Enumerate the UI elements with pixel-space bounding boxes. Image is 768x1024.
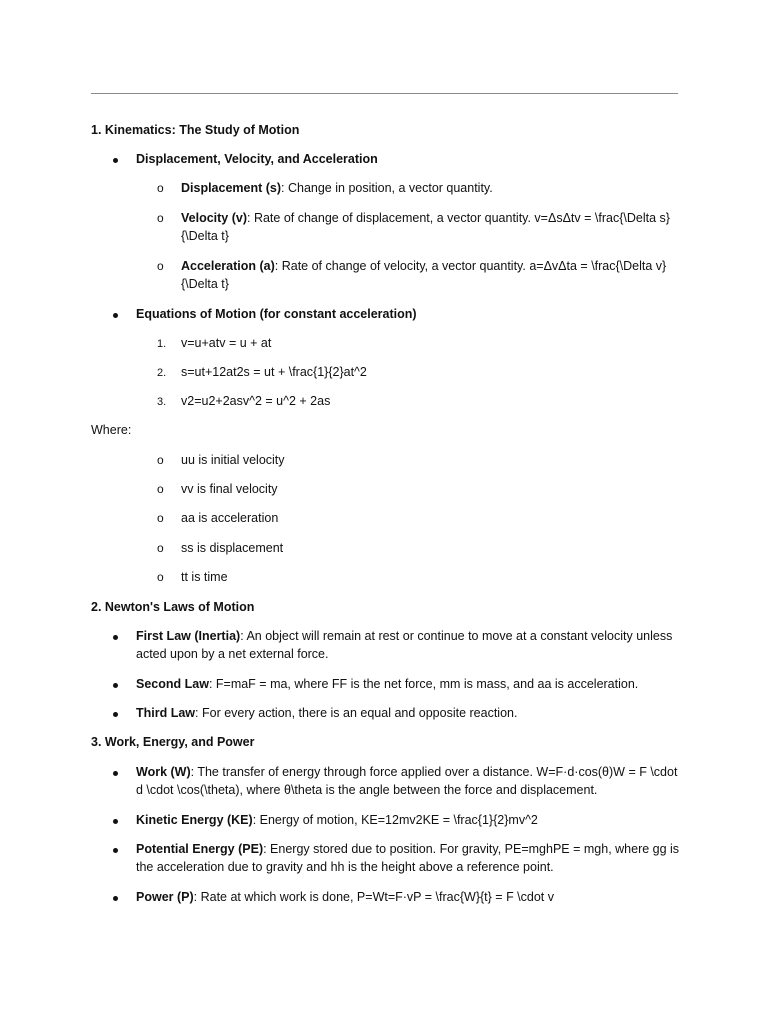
term: Second Law [136, 677, 209, 691]
circle-bullet-icon: o [157, 259, 164, 273]
bullet-icon [113, 848, 118, 853]
circle-bullet-icon: o [157, 453, 164, 467]
equation-item: s=ut+12at2s = ut + \frac{1}{2}at^2 [181, 365, 367, 379]
list-item-velocity [181, 209, 676, 245]
term: Third Law [136, 706, 196, 720]
bullet-icon [113, 712, 118, 717]
list-item-third-law [136, 704, 681, 722]
bullet-icon [113, 313, 118, 318]
equation-item: v2=u2+2asv^2 = u^2 + 2as [181, 394, 331, 408]
list-item-acceleration [181, 257, 676, 293]
definition: : Rate at which work is done, P=Wt=F·vP = \frac{W}{t} = F \cdot v [193, 890, 554, 904]
term: Velocity (v) [181, 211, 247, 225]
list-item-work [136, 763, 681, 799]
term: Kinetic Energy (KE) [136, 813, 253, 827]
section-heading-work: 3. Work, Energy, and Power [91, 735, 255, 749]
subheading-dva: Displacement, Velocity, and Acceleration [136, 152, 378, 166]
list-item-power [136, 888, 681, 906]
bullet-icon [113, 819, 118, 824]
term: Acceleration (a) [181, 259, 275, 273]
circle-bullet-icon: o [157, 511, 164, 525]
where-item: tt is time [181, 570, 228, 584]
list-item-kinetic-energy [136, 811, 681, 829]
list-number: 1. [157, 338, 167, 350]
circle-bullet-icon: o [157, 482, 164, 496]
term: Displacement (s) [181, 181, 282, 195]
definition: : Energy stored due to position. For gravity, PE=mghPE = mgh, where gg is the acceleration due to gravity and hh is the height above a reference point. [136, 842, 680, 874]
list-item-first-law [136, 627, 681, 663]
bullet-icon [113, 771, 118, 776]
definition: : Energy of motion, KE=12mv2KE = \frac{1}{2}mv^2 [252, 813, 538, 827]
definition: : An object will remain at rest or continue to move at a constant velocity unless acted upon by a net external force. [136, 629, 673, 661]
definition: : Rate of change of displacement, a vector quantity. v=ΔsΔtv = \frac{\Delta s}{\Delta t} [181, 211, 670, 243]
bullet-icon [113, 158, 118, 163]
definition: : Change in position, a vector quantity. [281, 181, 493, 195]
bullet-icon [113, 896, 118, 901]
bullet-icon [113, 635, 118, 640]
circle-bullet-icon: o [157, 541, 164, 555]
definition: : Rate of change of velocity, a vector quantity. a=ΔvΔta = \frac{\Delta v}{\Delta t} [181, 259, 667, 291]
where-item: vv is final velocity [181, 482, 278, 496]
subheading-equations: Equations of Motion (for constant acceleration) [136, 307, 417, 321]
list-item-displacement [181, 179, 493, 197]
term: Work (W) [136, 765, 191, 779]
list-item-second-law [136, 675, 681, 693]
term: First Law (Inertia) [136, 629, 241, 643]
list-item-potential-energy [136, 840, 681, 876]
where-item: ss is displacement [181, 541, 284, 555]
horizontal-rule [91, 93, 678, 94]
definition: : F=maF = ma, where FF is the net force, mm is mass, and aa is acceleration. [208, 677, 639, 691]
circle-bullet-icon: o [157, 211, 164, 225]
section-heading-kinematics: 1. Kinematics: The Study of Motion [91, 123, 300, 137]
where-label: Where: [91, 423, 132, 437]
term: Potential Energy (PE) [136, 842, 264, 856]
list-number: 3. [157, 396, 167, 408]
list-number: 2. [157, 367, 167, 379]
circle-bullet-icon: o [157, 570, 164, 584]
where-item: uu is initial velocity [181, 453, 285, 467]
section-heading-newton: 2. Newton's Laws of Motion [91, 600, 255, 614]
bullet-icon [113, 683, 118, 688]
definition: : For every action, there is an equal and opposite reaction. [195, 706, 518, 720]
definition: : The transfer of energy through force applied over a distance. W=F·d·cos(θ)W = F \cdot d \cdot \cos(\theta), where θ\theta is the angle between the force and displacement. [136, 765, 678, 797]
circle-bullet-icon: o [157, 181, 164, 195]
equation-item: v=u+atv = u + at [181, 336, 272, 350]
where-item: aa is acceleration [181, 511, 279, 525]
term: Power (P) [136, 890, 194, 904]
